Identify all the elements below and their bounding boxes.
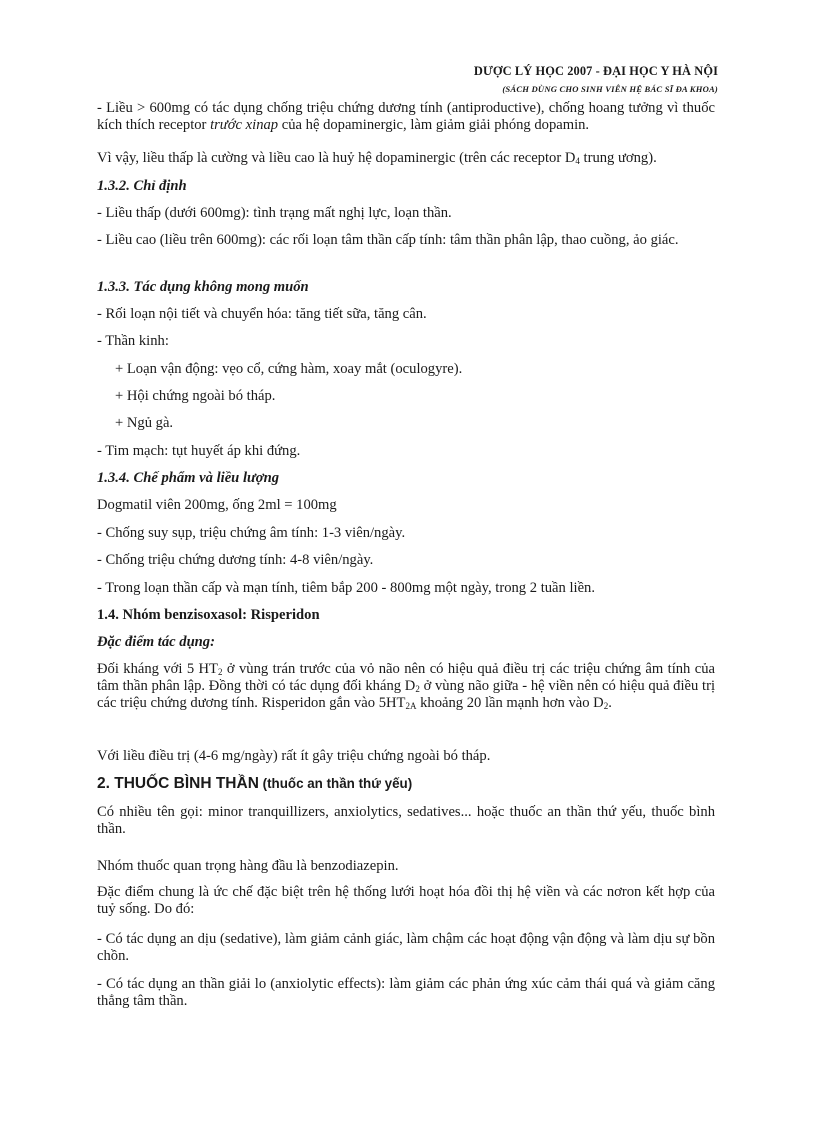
heading-indications: 1.3.2. Chỉ định (97, 178, 187, 194)
paragraph-neuro: - Thần kinh: (97, 333, 169, 349)
heading-preparations: 1.3.4. Chế phẩm và liều lượng (97, 470, 279, 486)
heading-risperidone: 1.4. Nhóm benzisoxasol: Risperidon (97, 607, 320, 623)
heading-anxiolytics: 2. THUỐC BÌNH THẦN (thuốc an thần thứ yếu) (97, 775, 413, 792)
paragraph-low-dose: - Liều thấp (dưới 600mg): tình trạng mất nghị lực, loạn thần. (97, 205, 452, 221)
paragraph-risperidone-action: Đối kháng với 5 $HT_2$ ở vùng trán trước của vỏ não nên có hiệu quả điều trị các triệu chứng âm tính của tâm thần phân lập. Đồng thời có tác dụng đối kháng $D_2$ ở vùng não giữa - hệ viền nên có hiệu quả điều trị các triệu chứng dương tính. Risperidon gắn vào $5HT_{2A}$ khoảng 20 lần mạnh hơn vào $D_2$. (97, 661, 715, 711)
paragraph-names: Có nhiều tên gọi: minor tranquillizers, anxiolytics, sedatives... hoặc thuốc an thần thứ yếu, thuốc bình thần. (97, 804, 715, 837)
book-header-subtitle: (SÁCH DÙNG CHO SINH VIÊN HỆ BÁC SĨ ĐA KHOA) (502, 84, 718, 94)
paragraph-conclusion: Vì vậy, liều thấp là cường và liều cao là huỷ hệ dopaminergic (trên các receptor $D_4$ trung ương). (97, 150, 657, 166)
paragraph-negative-symptoms: - Chống suy sụp, triệu chứng âm tính: 1-3 viên/ngày. (97, 525, 406, 541)
paragraph-sedative: - Có tác dụng an dịu (sedative), làm giảm cảnh giác, làm chậm các hoạt động vận động và làm dịu sự bồn chồn. (97, 931, 715, 964)
paragraph-benzodiazepine: Nhóm thuốc quan trọng hàng đầu là benzodiazepin. (97, 858, 399, 874)
paragraph-endocrine: - Rối loạn nội tiết và chuyển hóa: tăng tiết sữa, tăng cân. (97, 306, 427, 322)
paragraph-mechanism: Đặc điểm chung là ức chế đặc biệt trên hệ thống lưới hoạt hóa đồi thị hệ viền và các nơron kết hợp của tuỷ sống. Do đó: (97, 884, 715, 917)
paragraph-risperidone-dose: Với liều điều trị (4-6 mg/ngày) rất ít gây triệu chứng ngoài bó tháp. (97, 748, 491, 764)
paragraph-cardio: - Tim mạch: tụt huyết áp khi đứng. (97, 443, 301, 459)
paragraph-high-dose: - Liều > 600mg có tác dụng chống triệu chứng dương tính (antiproductive), chống hoang tưởng vì thuốc kích thích receptor trước xinap của hệ dopaminergic, làm giảm giải phóng dopamin. (97, 100, 715, 133)
paragraph-injection: - Trong loạn thần cấp và mạn tính, tiêm bắp 200 - 800mg một ngày, trong 2 tuần liền. (97, 580, 596, 596)
paragraph-high-dose-indication: - Liều cao (liều trên 600mg): các rối loạn tâm thần cấp tính: tâm thần phân lập, thao cuồng, ảo giác. (97, 232, 679, 248)
list-item-somnolence: + Ngủ gà. (115, 415, 174, 431)
paragraph-positive-symptoms: - Chống triệu chứng dương tính: 4-8 viên/ngày. (97, 552, 374, 568)
paragraph-dogmatil: Dogmatil viên 200mg, ống 2ml = 100mg (97, 497, 337, 513)
heading-adverse-effects: 1.3.3. Tác dụng không mong muốn (97, 279, 309, 295)
heading-characteristics: Đặc điểm tác dụng: (97, 634, 215, 650)
list-item-dyskinesia: + Loạn vận động: vẹo cổ, cứng hàm, xoay mắt (oculogyre). (115, 361, 463, 377)
paragraph-anxiolytic: - Có tác dụng an thần giải lo (anxiolytic effects): làm giảm các phản ứng xúc cảm thái quá và giảm căng thẳng tâm thần. (97, 976, 715, 1009)
emphasis-presynaptic: trước xinap (210, 117, 279, 133)
book-header-title: DƯỢC LÝ HỌC 2007 - ĐẠI HỌC Y HÀ NỘI (473, 64, 718, 78)
list-item-extrapyramidal: + Hội chứng ngoài bó tháp. (115, 388, 276, 404)
